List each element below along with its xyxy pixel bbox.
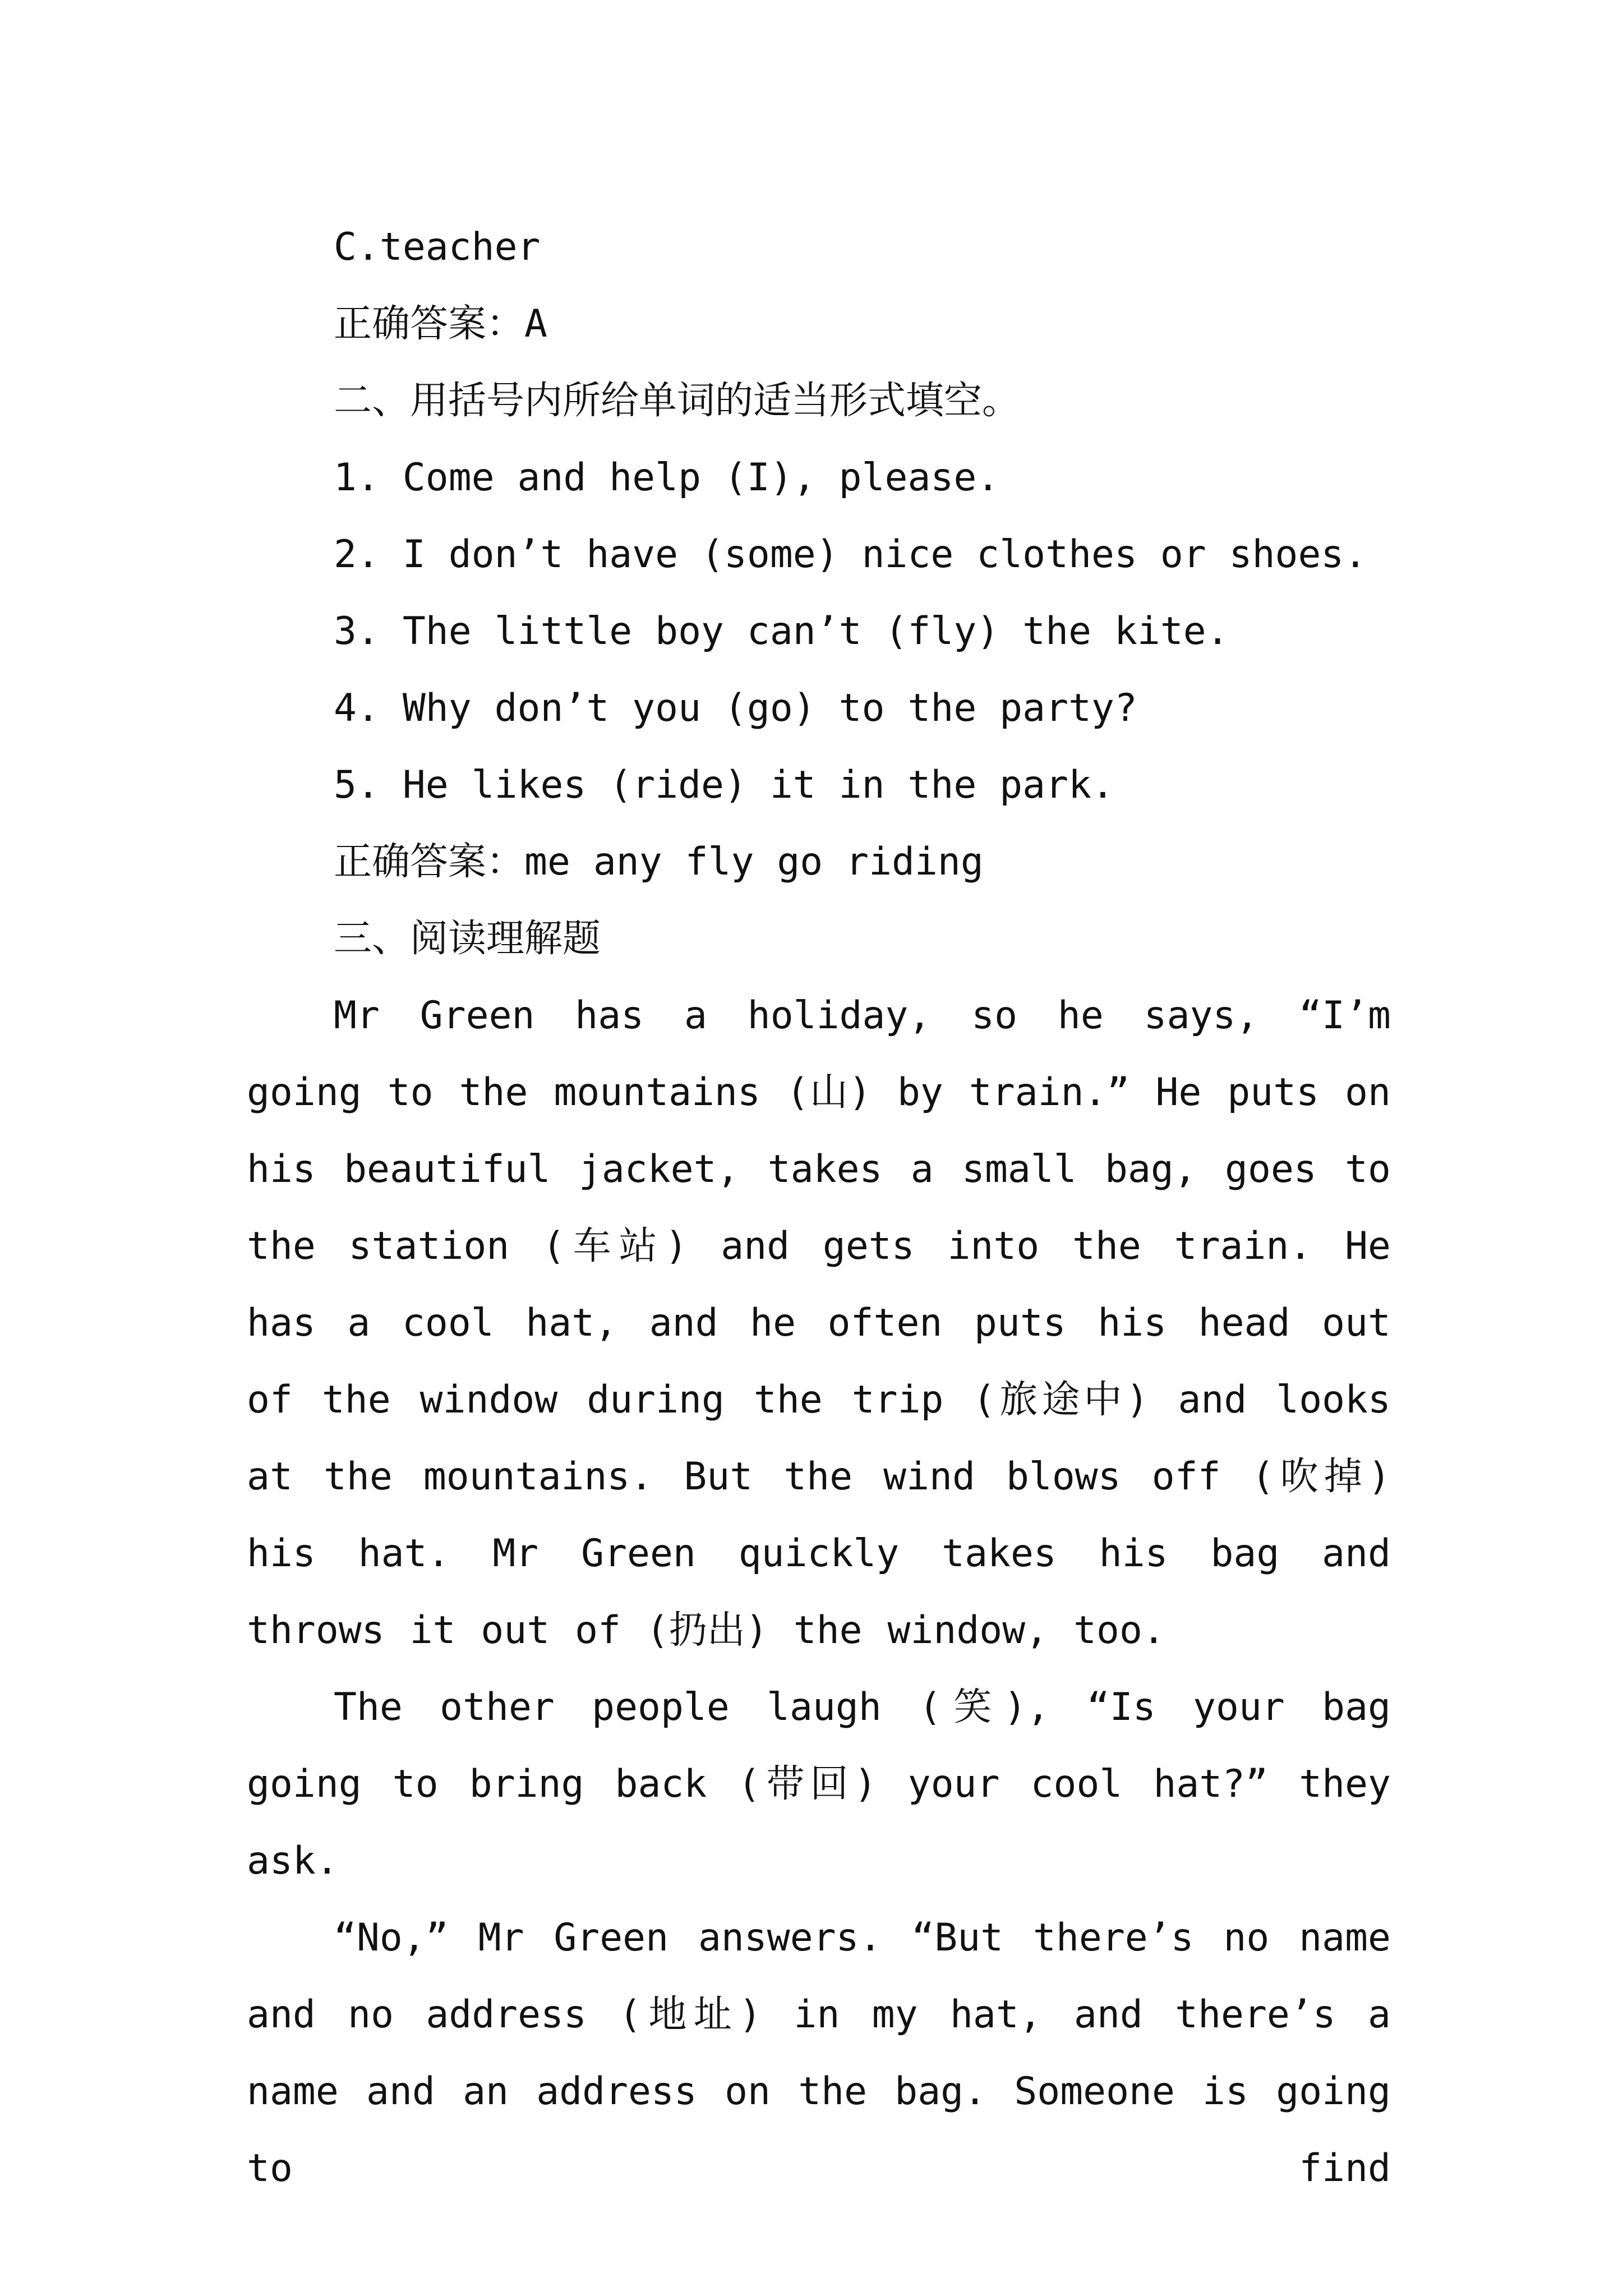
exercise-item-1: 1. Come and help (I), please. (334, 455, 1000, 500)
exercise-item-5: 5. He likes (ride) it in the park. (334, 763, 1114, 807)
section-heading-2: 二、用括号内所给单词的适当形式填空。 (334, 379, 1021, 423)
section-heading-3: 三、阅读理解题 (334, 917, 601, 961)
option-c: C.teacher (334, 225, 541, 269)
exercise-item-4: 4. Why don’t you (go) to the party? (334, 686, 1137, 730)
reading-paragraph-2: The other people laugh (笑), “Is your bag going to bring back (带回) your cool hat?” they ask. (247, 1685, 1391, 1883)
exercise-item-3: 3. The little boy can’t (fly) the kite. (334, 609, 1229, 654)
answer-line-1: 正确答案：A (334, 302, 547, 346)
answer-line-2: 正确答案：me any fly go riding (334, 840, 984, 884)
exercise-item-2: 2. I don’t have (some) nice clothes or shoes. (334, 532, 1367, 577)
reading-paragraph-3: “No,” Mr Green answers. “But there’s no name and no address (地址) in my hat, and there’s a name and an address on the bag. Someone is going to find (247, 1916, 1391, 2191)
reading-paragraph-1: Mr Green has a holiday, so he says, “I’m going to the mountains (山) by train.” He puts on his beautiful jacket, takes a small bag, goes to the station (车站) and gets into the train. He has a cool hat, and he often puts his head out of the window during the trip (旅途中) and looks at the mountains. But the wind blows off (吹掉) his hat. Mr Green quickly takes his bag and throws it out of (扔出) the window, too. (247, 993, 1391, 1653)
document-content (247, 209, 1391, 2207)
